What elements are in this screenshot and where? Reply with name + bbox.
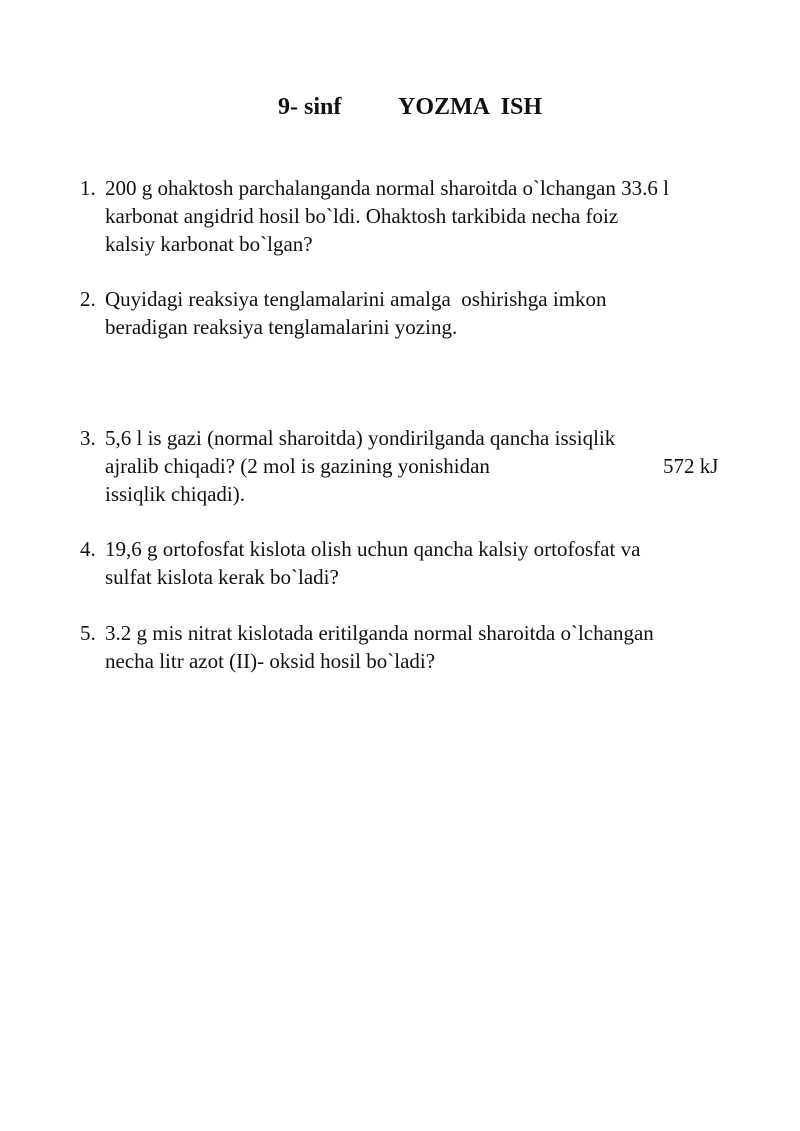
question-line: 3.2 g mis nitrat kislotada eritilganda normal sharoitda o`lchangan <box>105 621 654 645</box>
question-number: 5. <box>80 621 96 645</box>
question-text <box>105 535 780 591</box>
question-line: karbonat angidrid hosil bo`ldi. Ohaktosh tarkibida necha foiz <box>105 204 619 228</box>
question-line: sulfat kislota kerak bo`ladi? <box>105 565 339 589</box>
question-line: necha litr azot (II)- oksid hosil bo`ladi? <box>105 649 436 673</box>
heat-value: 572 kJ <box>663 454 719 478</box>
title-grade: 9- sinf <box>278 94 342 120</box>
question-line: 19,6 g ortofosfat kislota olish uchun qancha kalsiy ortofosfat va <box>105 537 641 561</box>
question-line: 5,6 l is gazi (normal sharoitda) yondirilganda qancha issiqlik <box>105 426 616 450</box>
question-line: ajralib chiqadi? (2 mol is gazining yonishidan <box>105 454 490 478</box>
question-text <box>105 619 780 675</box>
question-line: Quyidagi reaksiya tenglamalarini amalga oshirishga imkon <box>105 287 607 311</box>
question-number: 4. <box>80 537 96 561</box>
question-number: 2. <box>80 287 96 311</box>
page-title <box>0 90 800 124</box>
question-text <box>105 285 780 341</box>
question-line: beradigan reaksiya tenglamalarini yozing. <box>105 315 458 339</box>
question-text <box>105 174 780 258</box>
question-text <box>105 424 780 508</box>
question-line: kalsiy karbonat bo`lgan? <box>105 232 313 256</box>
question-line: 200 g ohaktosh parchalanganda normal sharoitda o`lchangan 33.6 l <box>105 176 669 200</box>
question-number: 1. <box>80 176 96 200</box>
question-number: 3. <box>80 426 96 450</box>
question-line: issiqlik chiqadi). <box>105 482 245 506</box>
title-label: YOZMA ISH <box>398 94 543 120</box>
